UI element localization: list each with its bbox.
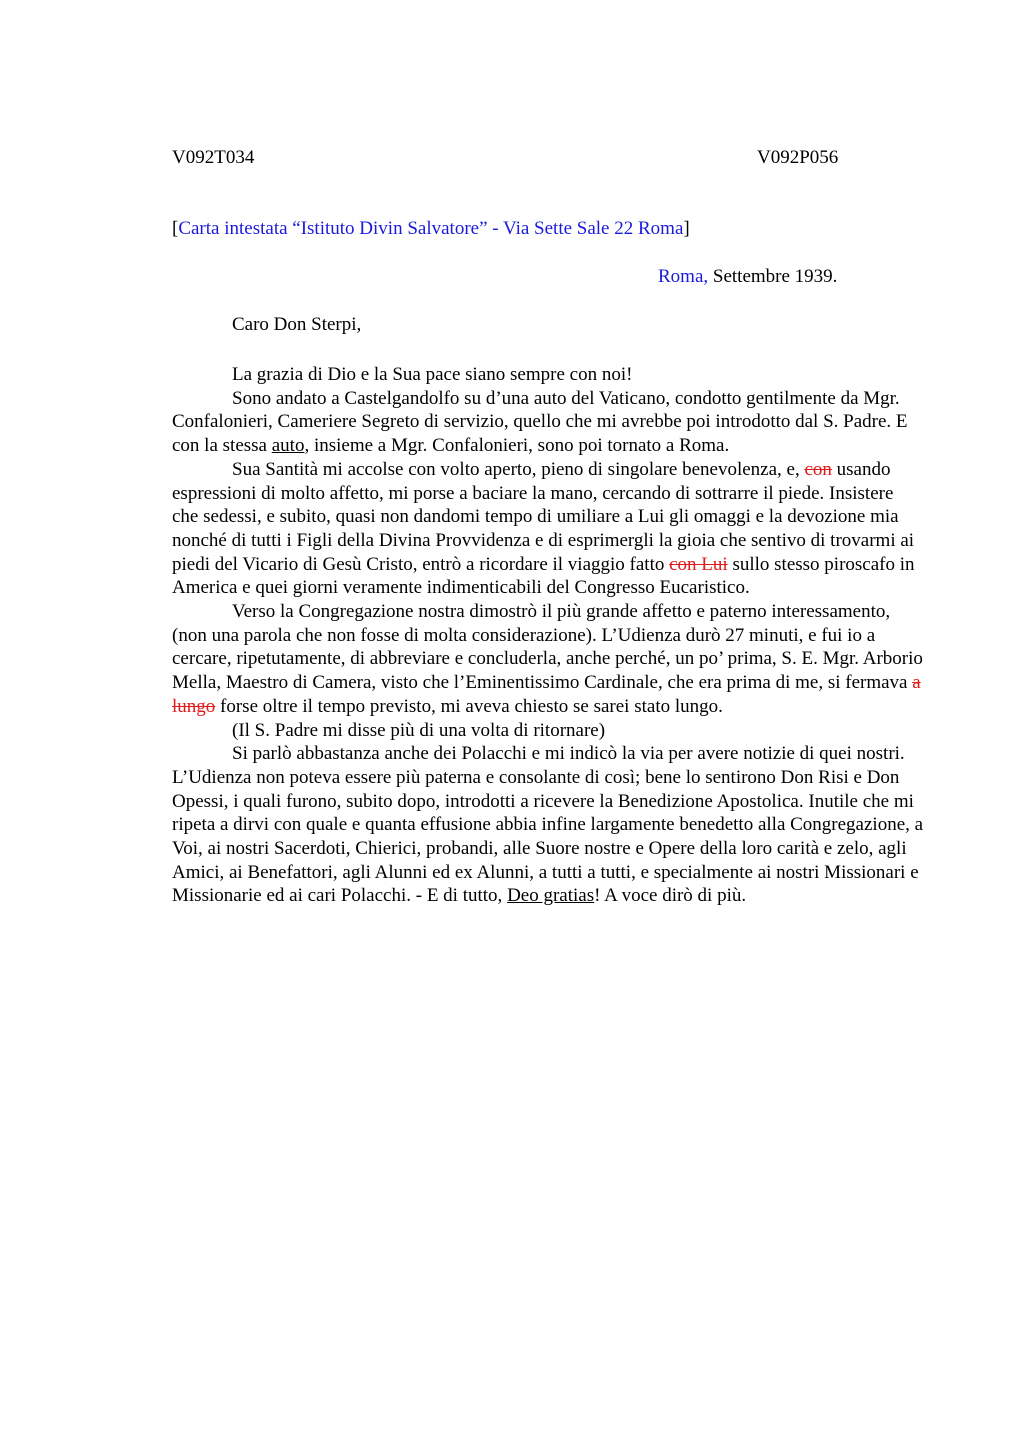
document-reference-left: V092T034 [172,147,255,168]
paragraph-4-text-b: forse oltre il tempo previsto, mi aveva chiesto se sarei stato lungo. [215,695,723,717]
paragraph-3-text-a: Sua Santità mi accolse con volto aperto, pieno di singolare benevolenza, e, [232,458,805,480]
paragraph-5 [172,719,924,743]
struck-words-a-lungo: a lungo [172,672,921,717]
paragraph-4-text-a: Verso la Congregazione nostra dimostrò il più grande affetto e paterno interessamento, (non una parola che non fosse di molta considerazione). L’Udienza durò 27 minuti, e fui io a cercare, ripetutamente, di abbreviare e concluderla, anche perché, un po’ prima, S. E. Mgr. Arborio Mella, Maestro di Camera, visto che l’Eminentissimo Cardinale, che era prima di me, si fermava [172,601,923,694]
struck-word-con: con [804,458,832,480]
letter-body [172,363,924,908]
dateline-place: Roma, [658,266,709,287]
paragraph-3-text-c: sullo stesso piroscafo in America e quei giorni veramente indimenticabili del Congresso Eucaristico. [172,553,915,599]
letterhead-note [172,217,690,241]
underlined-words-deo-gratias: Deo gratias [507,885,595,907]
paragraph-2-text-b: , insieme a Mgr. Confalonieri, sono poi tornato a Roma. [304,435,730,457]
paragraph-6-text-a: Si parlò abbastanza anche dei Polacchi e mi indicò la via per avere notizie di quei nostri. L’Udienza non poteva essere più paterna e consolante di così; bene lo sentirono Don Risi e Don Opessi, i quali furono, subito dopo, introdotti a ricevere la Benedizione Apostolica. Inutile che mi ripeta a dirvi con quale e quanta effusione abbia infine largamente benedetto alla Congregazione, a Voi, ai nostri Sacerdoti, Chierici, probandi, alle Suore nostre e Opere della loro carità e zelo, agli Amici, ai Benefattori, agli Alunni ed ex Alunni, a tutti a tutti, e specialmente ai nostri Missionari e Missionarie ed ai cari Polacchi. - E di tutto, [172,743,924,907]
paragraph-5-text: (Il S. Padre mi disse più di una volta di ritornare) [232,719,606,741]
struck-words-con-lui: con Lui [669,553,728,575]
letterhead-close-bracket: ] [683,218,690,239]
paragraph-1-text: La grazia di Dio e la Sua pace siano sempre con noi! [232,364,633,385]
paragraph-6-text-b: ! A voce dirò di più. [594,885,747,907]
paragraph-3-text-b: usando espressioni di molto affetto, mi porse a baciare la mano, cercando di sottrarre il piede. Insistere che sedessi, e subito, quasi non dandomi tempo di umiliare a Lui gli omaggi e la devozione mia nonché di tutti i Figli della Divina Provvidenza e di esprimergli la gioia che sentivo di trovarmi ai piedi del Vicario di Gesù Cristo, entrò a ricordare il viaggio fatto [172,458,915,575]
document-reference-right: V092P056 [757,147,839,168]
paragraph-3 [172,458,924,600]
paragraph-2 [172,387,924,458]
paragraph-1 [172,363,924,387]
letterhead-open-bracket: [ [172,218,179,239]
underlined-word-auto: auto [271,435,305,457]
dateline-date: Settembre 1939. [708,266,838,287]
salutation: Caro Don Sterpi, [232,314,362,335]
paragraph-4 [172,600,924,719]
letterhead-text: Carta intestata “Istituto Divin Salvatore” - Via Sette Sale 22 Roma [178,218,684,239]
dateline [658,265,837,289]
paragraph-6 [172,742,924,908]
paragraph-2-text-a: Sono andato a Castelgandolfo su d’una auto del Vaticano, condotto gentilmente da Mgr. Confalonieri, Cameriere Segreto di servizio, quello che mi avrebbe poi introdotto dal S. Padre. E con la stessa [172,387,908,457]
